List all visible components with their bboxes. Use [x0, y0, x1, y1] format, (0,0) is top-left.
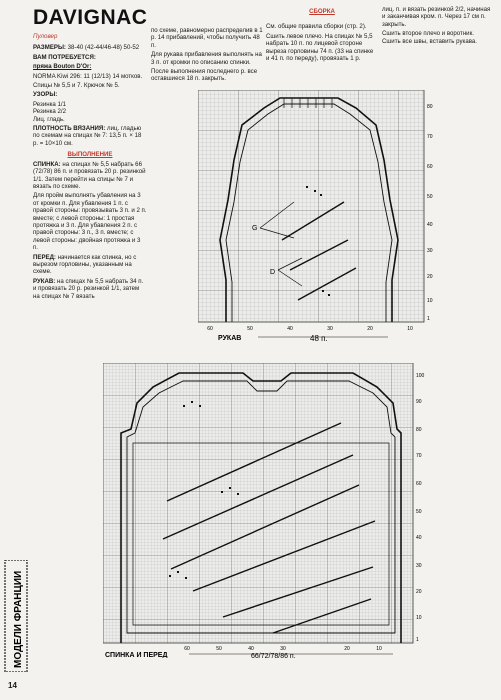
sleeve-row — [33, 278, 147, 300]
sleeve-x-tick: 10 — [407, 326, 413, 332]
body-x-tick: 40 — [248, 646, 254, 652]
need-label: ВАМ ПОТРЕБУЕТСЯ: — [33, 53, 96, 61]
pattern-2: Резинка 2/2 — [33, 108, 66, 116]
sizes-label: РАЗМЕРЫ: — [33, 44, 66, 52]
front-row — [33, 254, 147, 276]
back-row — [33, 161, 147, 191]
garment-subtitle: Пуловер — [33, 33, 58, 40]
sleeve-text: на спицах № 5,5 набрать 34 п. и провязать 20 р. резинкой 1/1, затем на спицах № 7 вязать — [33, 277, 144, 300]
pattern-1: Резинка 1/1 — [33, 100, 66, 108]
back-label: СПИНКА: — [33, 160, 61, 168]
body-width-label: 66/72/78/86 п. — [251, 653, 296, 658]
sleeve-x-tick: 60 — [207, 326, 213, 332]
col4-text-3: Сшить все швы, вставить рукава. — [382, 37, 477, 45]
marker-g: G — [252, 225, 258, 232]
body-y-tick: 1 — [416, 637, 419, 643]
sleeve-y-tick: 50 — [427, 194, 433, 200]
body-y-tick: 100 — [416, 373, 425, 379]
body-y-tick: 10 — [416, 615, 422, 621]
sleeve-y-tick: 20 — [427, 274, 433, 280]
back-text-2: Для пройм выполнять убавления на 3 от кромки п. Для убавления 1 п. с правой стороны: провязывать 3 п. и 2 п. вместе; с левой стороны: 1 простая протяжка и 3 п. Для убавления 2 п. с правой стороны: 3 п., 3 п. вместе; с левой стороны: двойная протяжка и 3 п. — [33, 192, 147, 252]
body-y-tick: 40 — [416, 535, 422, 541]
body-x-tick: 60 — [184, 646, 190, 652]
sleeve-y-tick: 10 — [427, 298, 433, 304]
density-row — [33, 125, 147, 147]
sleeve-y-tick: 60 — [427, 164, 433, 170]
sleeve-chart — [198, 90, 438, 342]
patterns-label: УЗОРЫ: — [33, 91, 58, 99]
body-y-tick: 90 — [416, 399, 422, 405]
body-caption: СПИНКА И ПЕРЕД — [105, 652, 168, 658]
sleeve-x-tick: 30 — [327, 326, 333, 332]
side-label — [3, 560, 29, 672]
sleeve-y-tick: 30 — [427, 248, 433, 254]
sleeve-y-tick: 80 — [427, 104, 433, 110]
column-2 — [151, 27, 263, 85]
column-3 — [266, 8, 378, 64]
sleeve-x-tick: 40 — [287, 326, 293, 332]
pattern-3: Лиц. гладь. — [33, 115, 65, 123]
needles: Спицы № 5,5 и 7. Крючок № 5. — [33, 82, 120, 90]
body-y-tick: 30 — [416, 563, 422, 569]
density-value: лиц. гладью по схемам на спицах № 7: 13,5 п. × 18 р. = 10×10 см. — [33, 125, 142, 147]
back-text: на спицах № 5,5 набрать 66 (72/78) 86 п. и провязать 20 р. резинкой 1/1. Затем перейти на спицы № 7 и вязать по схеме. — [33, 160, 146, 190]
side-label-text: МОДЕЛИ ФРАНЦИИ — [13, 570, 24, 668]
sleeve-y-tick: 70 — [427, 134, 433, 140]
page-number: 14 — [8, 681, 17, 690]
body-y-tick: 70 — [416, 453, 422, 459]
sleeve-y-ticks — [427, 104, 433, 322]
col4-text-2: Сшить второе плечо и воротник. — [382, 30, 474, 38]
column-4 — [382, 6, 494, 47]
col2-text-2: Для рукава прибавления выполнять на 3 п. от кромки по описанию спинки. — [151, 51, 262, 66]
execution-heading: ВЫПОЛНЕНИЕ — [67, 151, 113, 159]
body-y-ticks — [416, 373, 425, 643]
sleeve-x-tick: 20 — [367, 326, 373, 332]
body-chart — [103, 363, 430, 658]
col2-text-3: После выполнения последнего р. все оставшиеся 18 п. закрыть. — [151, 68, 258, 83]
body-x-tick: 30 — [280, 646, 286, 652]
body-x-tick: 20 — [344, 646, 350, 652]
sleeve-x-ticks — [207, 326, 413, 332]
body-y-tick: 50 — [416, 509, 422, 515]
marker-d: D — [270, 269, 276, 276]
body-x-tick: 50 — [216, 646, 222, 652]
sleeve-y-tick: 40 — [427, 222, 433, 228]
front-text: начинается как спинка, но с вырезом горловины, указанным на схеме. — [33, 253, 137, 276]
sleeve-caption: РУКАВ — [218, 335, 242, 342]
brand-title: DAVIGNAC — [33, 6, 148, 29]
body-y-tick: 20 — [416, 589, 422, 595]
column-1 — [33, 6, 147, 302]
sleeve-width-label: 48 п. — [310, 334, 328, 342]
density-label: ПЛОТНОСТЬ ВЯЗАНИЯ: — [33, 125, 106, 133]
assembly-heading: СБОРКА — [309, 8, 335, 15]
body-x-ticks — [184, 646, 382, 652]
sleeve-y-tick: 1 — [427, 316, 430, 322]
yarn-detail: NORMA Kiwi 296: 11 (12/13) 14 мотков. — [33, 72, 143, 80]
body-y-tick: 60 — [416, 481, 422, 487]
body-y-tick: 80 — [416, 427, 422, 433]
body-x-tick: 10 — [376, 646, 382, 652]
sleeve-label: РУКАВ: — [33, 277, 56, 285]
col2-text: по схеме, равномерно распределив в 1 р. 14 прибавлений, чтобы получить 48 п. — [151, 27, 263, 49]
sizes-value: 38-40 (42-44/46-48) 50-52 — [67, 44, 140, 52]
front-label: ПЕРЕД: — [33, 253, 56, 261]
col4-text: лиц. п. и вязать резинкой 2/2, начиная и заканчивая кром. п. Через 17 см п. закрыть. — [382, 6, 491, 28]
yarn: пряжа Bouton D'Or: — [33, 63, 92, 71]
sizes-row — [33, 44, 147, 51]
col3-text-2: Сшить левое плечо. На спицах № 5,5 набрать 10 п. по лицевой стороне выреза горловины 74 п. (33 на спинке и 41 п. по переду), провязать 1 р. — [266, 32, 374, 63]
sleeve-x-tick: 50 — [247, 326, 253, 332]
col3-text: См. общие правила сборки (стр. 2). — [266, 23, 367, 31]
